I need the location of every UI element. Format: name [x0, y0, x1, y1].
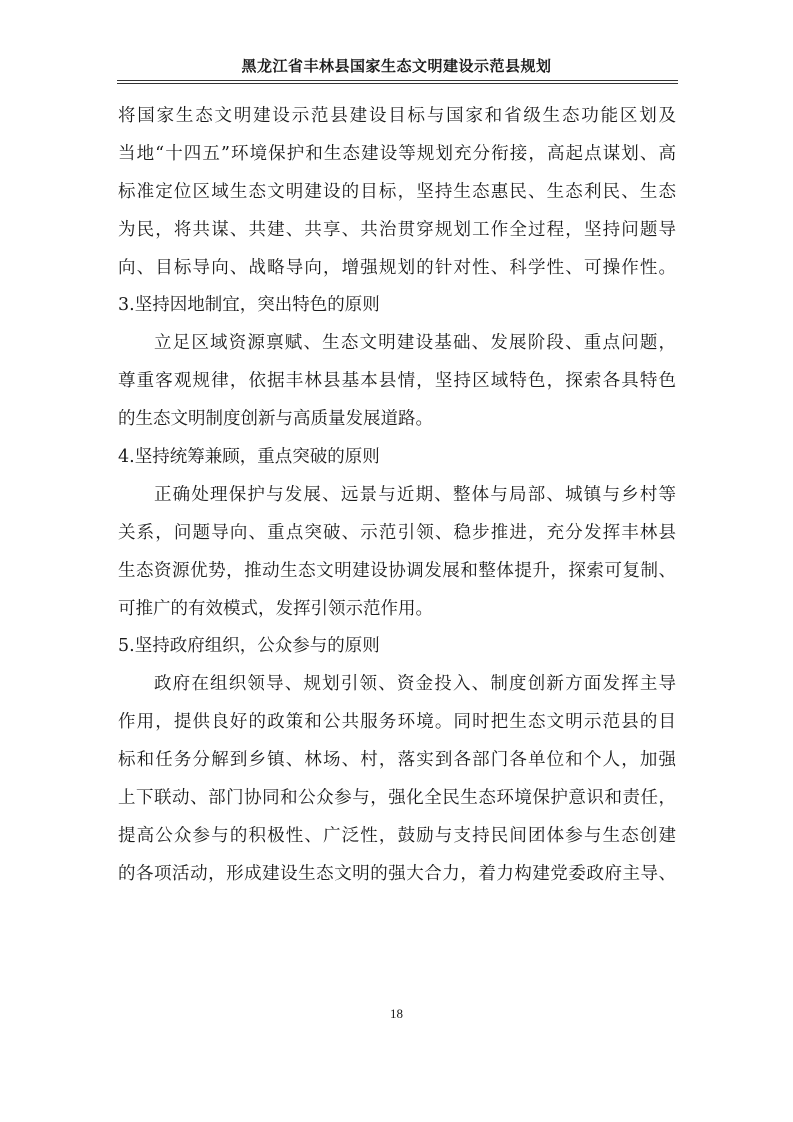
- text-line: 关系，问题导向、重点突破、示范引领、稳步推进，充分发挥丰林县: [118, 522, 676, 543]
- page-number: 18: [390, 1006, 403, 1021]
- section-heading: 3.坚持因地制宜，突出特色的原则: [118, 295, 380, 316]
- text-line: 尊重客观规律，依据丰林县基本县情，坚持区域特色，探索各具特色: [118, 371, 676, 392]
- text-line: 可推广的有效模式，发挥引领示范作用。: [118, 598, 433, 619]
- text-line: 生态资源优势，推动生态文明建设协调发展和整体提升，探索可复制、: [118, 560, 676, 581]
- text-line: 的生态文明制度创新与高质量发展道路。: [118, 409, 433, 430]
- text-line: 将国家生态文明建设示范县建设目标与国家和省级生态功能区划及: [118, 106, 676, 126]
- section-heading: 5.坚持政府组织，公众参与的原则: [118, 636, 380, 657]
- header-divider: [117, 80, 678, 84]
- section-heading: 4.坚持统筹兼顾，重点突破的原则: [118, 447, 380, 468]
- running-header-title: 黑龙江省丰林县国家生态文明建设示范县规划: [241, 57, 552, 75]
- text-line: 标和任务分解到乡镇、林场、村，落实到各部门各单位和个人，加强: [118, 750, 676, 771]
- text-line: 上下联动、部门协同和公众参与，强化全民生态环境保护意识和责任，: [118, 788, 676, 809]
- text-line: 提高公众参与的积极性、广泛性，鼓励与支持民间团体参与生态创建: [118, 825, 676, 846]
- text-line: 作用，提供良好的政策和公共服务环境。同时把生态文明示范县的目: [118, 712, 676, 733]
- text-line: 为民，将共谋、共建、共享、共治贯穿规划工作全过程，坚持问题导: [118, 219, 676, 240]
- page-body: [118, 98, 676, 894]
- text-line: 向、目标导向、战略导向，增强规划的针对性、科学性、可操作性。: [118, 257, 676, 278]
- text-line: 正确处理保护与发展、远景与近期、整体与局部、城镇与乡村等: [154, 484, 676, 505]
- text-line: 的各项活动，形成建设生态文明的强大合力，着力构建党委政府主导、: [118, 863, 676, 884]
- text-line: 立足区域资源禀赋、生态文明建设基础、发展阶段、重点问题，: [154, 333, 676, 354]
- text-line: 当地“十四五”环境保护和生态建设等规划充分衔接，高起点谋划、高: [118, 143, 676, 164]
- text-line: 标准定位区域生态文明建设的目标，坚持生态惠民、生态利民、生态: [118, 181, 676, 202]
- text-line: 政府在组织领导、规划引领、资金投入、制度创新方面发挥主导: [154, 674, 676, 695]
